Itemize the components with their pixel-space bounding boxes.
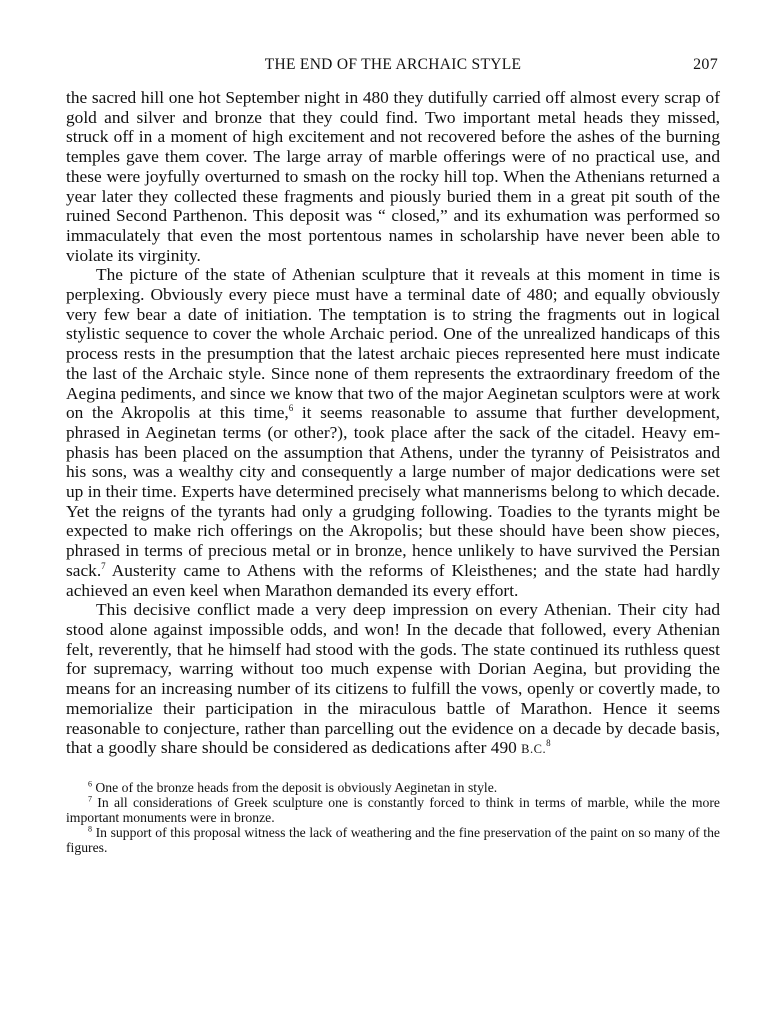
era-abbreviation: B.C. — [521, 742, 547, 757]
footnote-number: 7 — [88, 794, 92, 804]
footnote-8 — [66, 825, 720, 855]
footnote-text: In support of this proposal witness the lack of weathering and the fine preservation of the paint on so many of the figures. — [66, 824, 720, 855]
paragraph-3-text: This decisive conflict made a very deep impression on every Athenian. Their city had stood alone against impossible odds, and won! In the decade that followed, every Athenian felt, reverently, that he himself had stood with the gods. The state continued its ruthless quest for supremacy, warring without too much expense with Dorian Aegina, but providing the means for an increasing number of its citizens to fulfill the vows, openly or covertly made, to memorialize their participation in the miraculous battle of Marathon. Hence it seems reasonable to conjecture, rather than parcelling out the evidence on a decade by decade basis, that a goodly share should be considered as dedications after 490 — [66, 600, 720, 758]
footnote-ref-8: 8 — [546, 738, 551, 749]
footnote-6 — [66, 780, 720, 795]
paragraph-1-text: the sacred hill one hot September night in 480 they dutifully carried off almost every scrap of gold and silver and bronze that they could find. Two important metal heads they missed, struck off in a moment of high excitement and not recovered before the ashes of the burning temples gave them cover. The large array of marble offerings were of no practical use, and these were joyfully overturned to smash on the rocky hill top. When the Athenians returned a year later they collected these fragments and piously buried them in a great pit south of the ruined Second Parthenon. This deposit was “ closed,” and its exhumation was performed so immaculately that even the most portentous names in scholarship have never been able to violate its virginity. — [66, 88, 720, 265]
footnotes — [66, 780, 720, 855]
running-title: THE END OF THE ARCHAIC STYLE — [264, 56, 522, 73]
book-page — [66, 50, 720, 855]
footnote-number: 6 — [88, 779, 92, 789]
paragraph-2 — [66, 265, 720, 600]
paragraph-1 — [66, 88, 720, 265]
paragraph-2-text-c: Austerity came to Athens with the reforms of Kleisthenes; and the state had hardly achieved an even keel when Marathon demanded its every effort. — [66, 560, 720, 600]
paragraph-3 — [66, 600, 720, 760]
footnote-7 — [66, 795, 720, 825]
footnote-text: In all considerations of Greek sculpture one is constantly forced to think in terms of marble, while the more important monuments were in bronze. — [66, 794, 720, 825]
body-text — [66, 88, 720, 760]
page-number: 207 — [693, 56, 718, 73]
footnote-ref-7: 7 — [101, 561, 106, 572]
footnote-number: 8 — [88, 824, 92, 834]
paragraph-2-text-b: it seems reasonable to assume that further development, phrased in Aeginetan terms (or other?), took place after the sack of the citadel. Heavy emphasis has been placed on the assumption that Athens, under the tyranny of Peisistratos and his sons, was a wealthy city and consequently a large number of major dedications were set up in their time. Experts have determined precisely what mannerisms belong to which decade. Yet the reigns of the tyrants had only a grudging following. Toadies to the tyrants might be expected to make rich offerings on the Akropolis; but these should have been show pieces, phrased in terms of precious metal or in bronze, hence unlikely to have survived the Persian sack. — [66, 403, 720, 580]
footnote-text: One of the bronze heads from the deposit is obviously Aeginetan in style. — [92, 779, 498, 795]
running-head — [66, 50, 720, 80]
paragraph-2-text-a: The picture of the state of Athenian sculpture that it reveals at this moment in time is perplexing. Obviously every piece must have a terminal date of 480; and equally obviously very few bear a date of initiation. The temptation is to string the fragments out in logical stylistic sequence to cover the whole Archaic period. One of the unrealized handicaps of this process rests in the presumption that the latest archaic pieces represented here must indicate the last of the Archaic style. Since none of them represents the extraordinary freedom of the Aegina pediments, and since we know that two of the major Aeginetan sculptors were at work on the Akropolis at this time, — [66, 265, 720, 423]
footnote-ref-6: 6 — [288, 403, 294, 414]
